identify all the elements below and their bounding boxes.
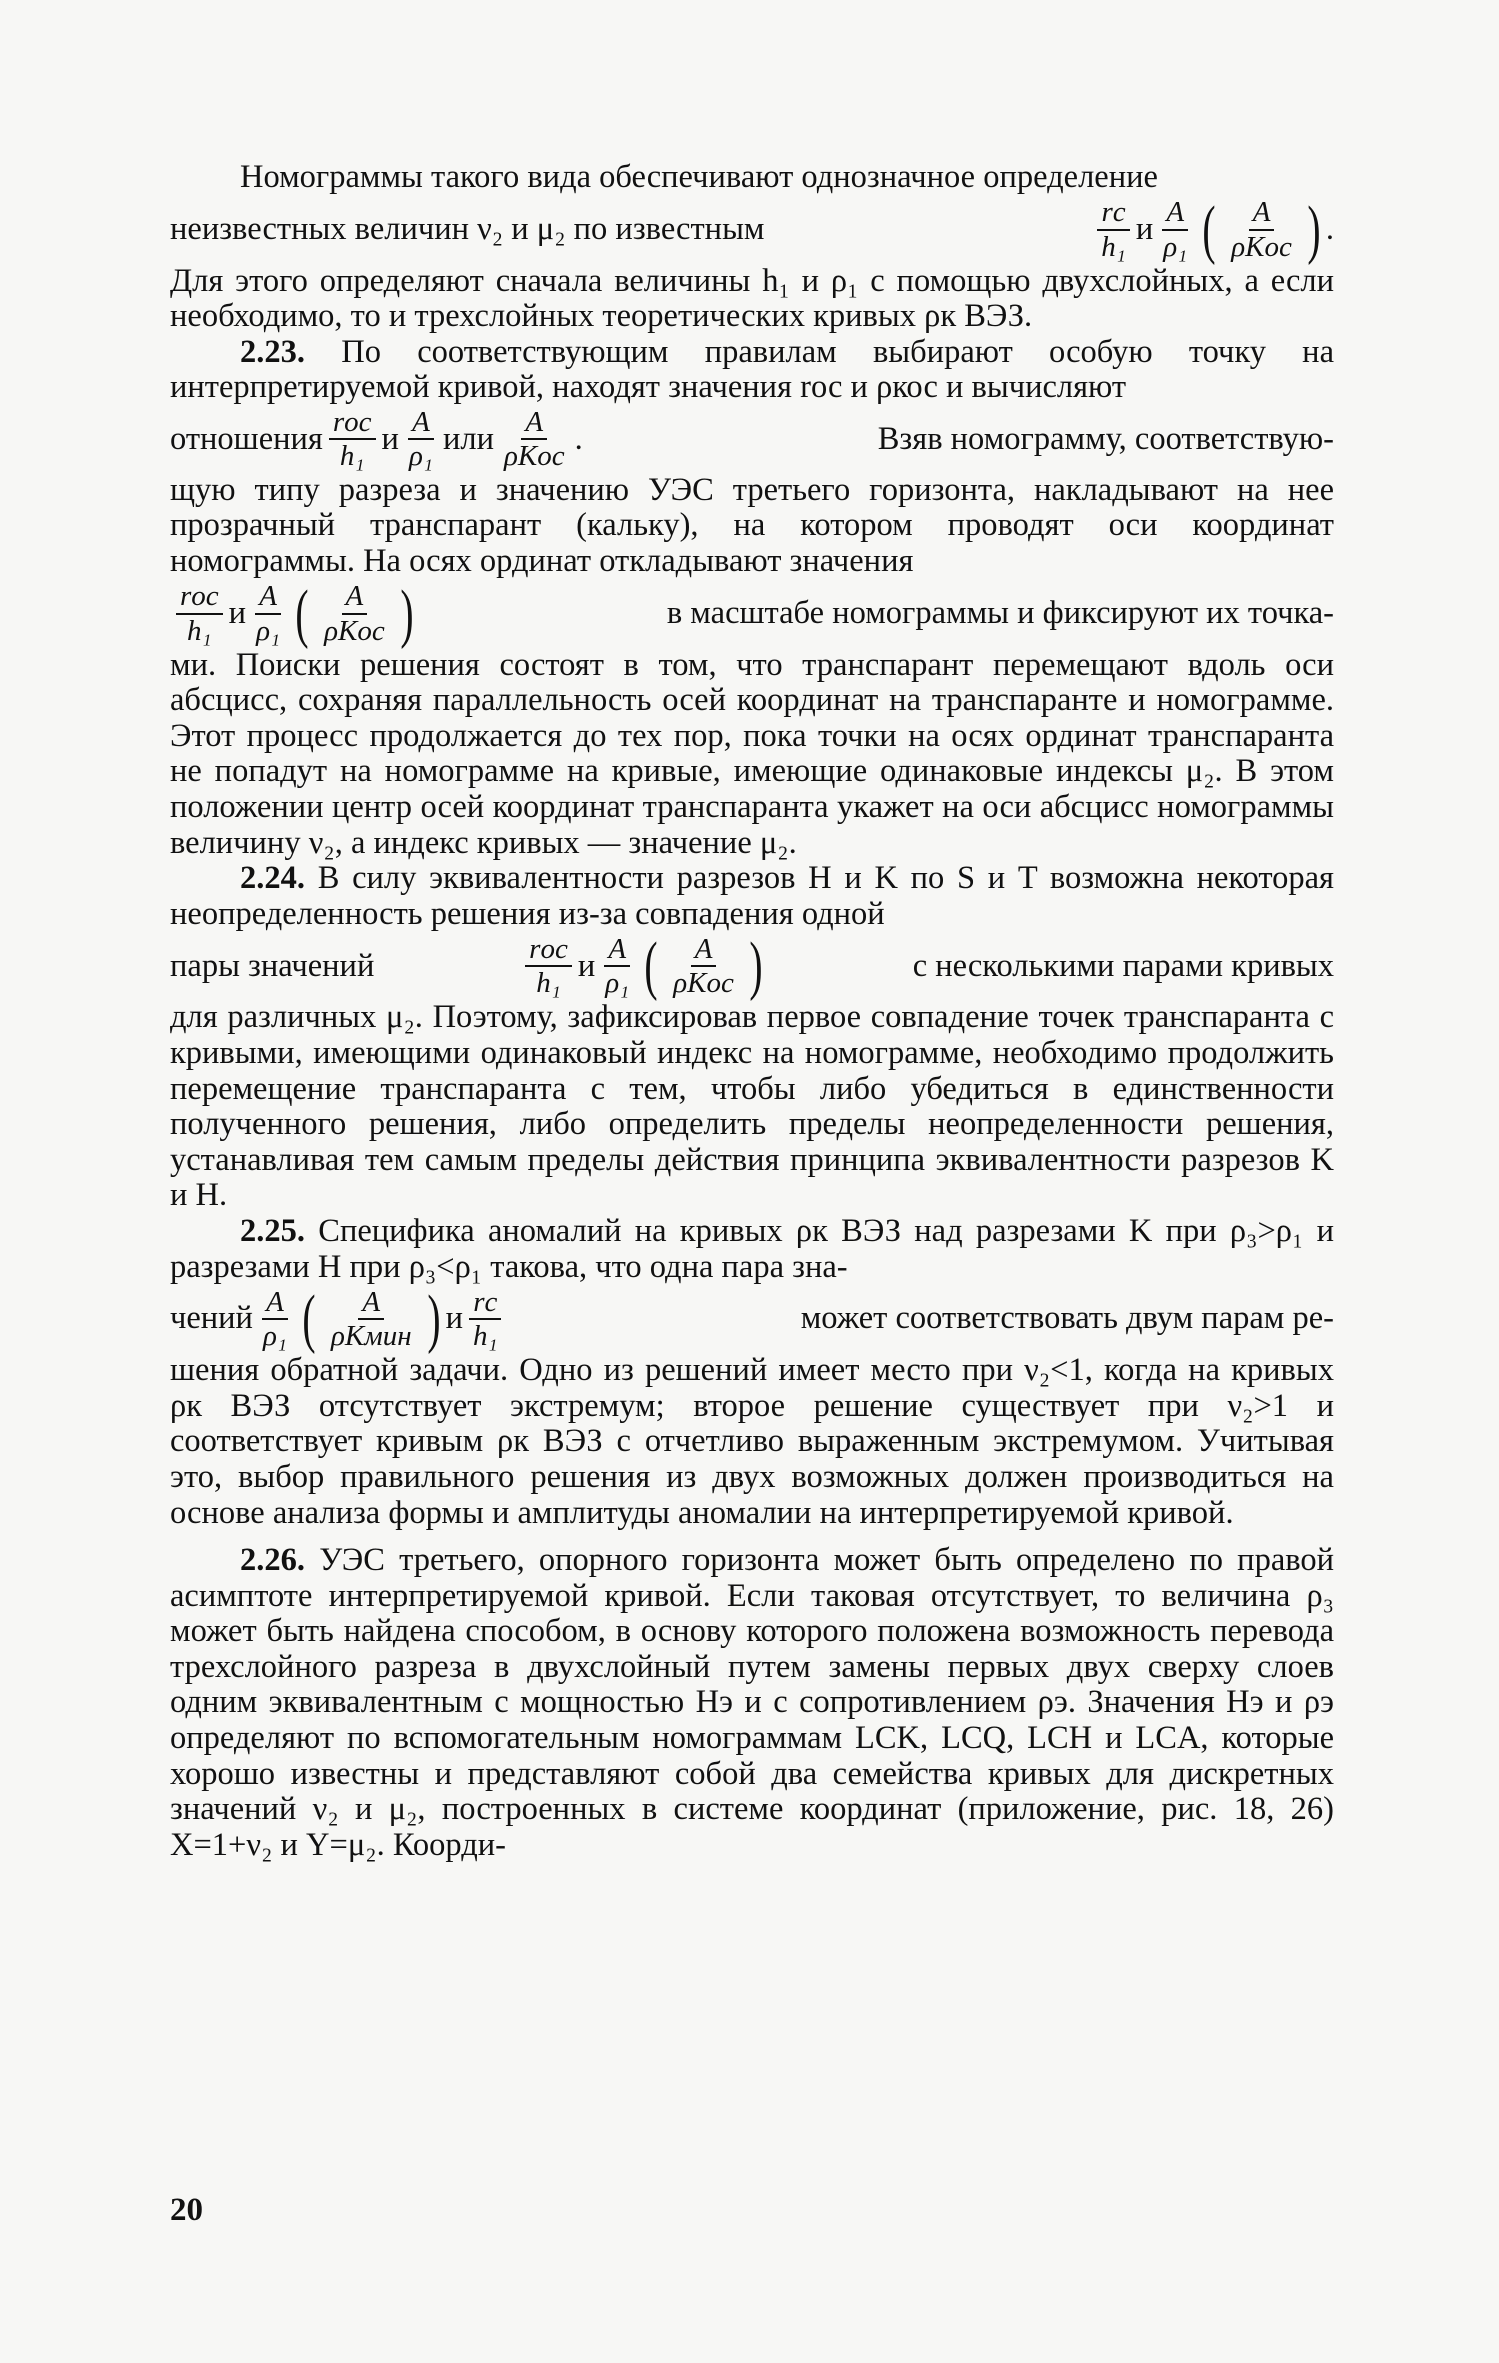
right-paren: ) [749, 929, 763, 1003]
text-run: УЭС третьего, опорного горизонта может быть определено по правой асимптоте интерпретируемой кривой. Если таковая отсутствует, то величина ρ₃ может быть найдена способом, в основу которого положена возможность перевода трехслойного разреза в двухслойный путем замены первых двух сверху слоев одним эквивалентным с мощностью Hэ и с сопротивлением ρэ. Значения Hэ и ρэ определяют по вспомогательным номограммам LCK, LCQ, LCH и LCA, которые хорошо известны и представляют собой два семейства кривых для дискретных значений ν₂ и μ₂, построенных в системе координат (приложение, рис. 18, 26) X=1+ν₂ и Y=μ₂. Коорди- [170, 1542, 1335, 1863]
fraction-a-over-rho-k [320, 581, 389, 646]
text-column [170, 160, 1334, 1863]
denominator: ρ₁ [262, 1320, 287, 1353]
numerator: rс [469, 1287, 501, 1320]
fraction-a-over-rho-k [1227, 197, 1296, 262]
paragraph-1-formula-line [170, 192, 1334, 266]
numerator: A [408, 407, 434, 440]
conjunction: и [577, 947, 596, 984]
paragraph-2-23 [170, 335, 1334, 406]
paragraph-2-25 [170, 1214, 1334, 1285]
section-number: 2.23. [240, 333, 305, 370]
numerator: rос [525, 934, 572, 967]
denominator: ρ₁ [408, 440, 433, 473]
numerator: rос [176, 581, 223, 614]
period: . [1325, 210, 1334, 247]
text-run: пары значений [170, 947, 375, 984]
text-run: может соответствовать двум парам ре- [800, 1300, 1334, 1337]
conjunction: и [445, 1300, 463, 1337]
denominator: h₁ [187, 614, 212, 647]
paragraph-4-formula-line [170, 1282, 1334, 1356]
fraction-a-over-rho-k-min [327, 1287, 416, 1352]
numerator: A [1162, 197, 1188, 230]
paragraph-2-26 [170, 1543, 1334, 1863]
text-run: чений [170, 1300, 253, 1337]
text-run: По соответствующим правилам выбирают особую точку на интерпретируемой кривой, находят значения rос и ρкос и вычисляют [170, 333, 1335, 406]
denominator: ρKос [503, 440, 565, 473]
denominator: h₁ [473, 1320, 498, 1353]
numerator: A [255, 581, 281, 614]
conjunction: или [442, 420, 494, 457]
paragraph-2-body [170, 473, 1334, 580]
paragraph-2-formula-line-2 [170, 576, 1334, 650]
left-paren: ( [302, 1282, 316, 1356]
numerator: A [691, 934, 717, 967]
paragraph-1-line-1 [170, 160, 1334, 196]
denominator: ρKмин [330, 1320, 412, 1353]
conjunction: и [228, 594, 247, 631]
text-run: Специфика аномалий на кривых ρк ВЭЗ над разрезами K при ρ₃>ρ₁ и разрезами H при ρ₃<ρ₁ такова, что одна пара зна- [170, 1212, 1335, 1285]
denominator: ρ₁ [256, 614, 281, 647]
paragraph-2-formula-line [170, 407, 1334, 472]
fraction-a-over-rho-k [669, 934, 738, 999]
conjunction: и [1135, 210, 1154, 247]
section-number: 2.25. [240, 1212, 305, 1249]
denominator: ρ₁ [605, 967, 630, 1000]
denominator: ρKос [1231, 230, 1292, 263]
fraction-r-over-h [176, 581, 223, 646]
text-run: неизвестных величин ν₂ и μ₂ по известным [170, 210, 765, 247]
paragraph-2-body-2 [170, 648, 1334, 862]
fraction-r-over-h [1097, 197, 1130, 262]
text-run: шения обратной задачи. Одно из решений имеет место при ν₂<1, когда на кривых ρк ВЭЗ отсутствует экстремум; второе решение существует при ν₂>1 и соответствует кривым ρк ВЭЗ с отчетливо выраженным экстремумом. Учитывая это, выбор правильного решения из двух возможных должен производиться на основе анализа формы и амплитуды аномалии на интерпретируемой кривой. [170, 1352, 1334, 1531]
paragraph-1-rest [170, 264, 1334, 335]
text-run: отношения [170, 420, 323, 457]
numerator: A [358, 1287, 384, 1320]
fraction-r-over-h [469, 1287, 502, 1352]
right-paren: ) [427, 1282, 441, 1356]
text-run: щую типу разреза и значению УЭС третьего горизонта, накладывают на нее прозрачный транспарант (кальку), на котором проводят оси координат номограммы. На осях ординат откладывают значения [170, 471, 1334, 580]
text-run: Взяв номограмму, соответствую- [877, 420, 1334, 457]
numerator: A [262, 1287, 288, 1320]
fraction-a-over-rho [1159, 197, 1191, 262]
text-run: Номограммы такого вида обеспечивают однозначное определение [240, 159, 1158, 195]
fraction-a-over-rho [405, 407, 437, 472]
period: . [574, 420, 583, 457]
right-paren: ) [400, 576, 414, 650]
numerator: A [1249, 197, 1275, 230]
text-run: В силу эквивалентности разрезов H и K по S и T возможна некоторая неопределенность решения из-за совпадения одной [170, 860, 1335, 932]
denominator: h₁ [1101, 230, 1126, 263]
conjunction: и [381, 420, 399, 457]
numerator: A [521, 407, 547, 440]
text-run: Для этого определяют сначала величины h₁ и ρ₁ с помощью двухслойных, а если необходимо, то и трехслойных теоретических кривых ρк ВЭЗ. [170, 262, 1334, 335]
paragraph-3-body [170, 1000, 1334, 1214]
text-run: с несколькими парами кривых [912, 947, 1335, 984]
fraction-a-over-rho [601, 934, 633, 999]
text-run: для различных μ₂. Поэтому, зафиксировав первое совпадение точек транспаранта с кривыми, имеющими одинаковый индекс на номограмме, необходимо продолжить перемещение транспаранта с тем, чтобы либо убедиться в единственности полученного решения, либо определить пределы неопределенности решения, устанавливая тем самым пределы действия принципа эквивалентности разрезов K и H. [170, 999, 1334, 1214]
fraction-a-over-rho [259, 1287, 291, 1352]
section-number: 2.26. [240, 1542, 305, 1579]
text-run: в масштабе номограммы и фиксируют их точка- [666, 594, 1334, 631]
fraction-r-over-h [329, 407, 376, 472]
denominator: h₁ [339, 440, 365, 473]
page-number: 20 [170, 2192, 203, 2228]
numerator: rс [1097, 197, 1129, 230]
left-paren: ( [644, 929, 658, 1003]
denominator: h₁ [536, 967, 561, 1000]
left-paren: ( [1202, 192, 1216, 266]
numerator: A [604, 934, 630, 967]
fraction-a-over-rho-k [500, 407, 569, 472]
denominator: ρKос [673, 967, 734, 1000]
denominator: ρ₁ [1163, 230, 1188, 263]
section-number: 2.24. [240, 860, 305, 897]
text-run: ми. Поиски решения состоят в том, что транспарант перемещают вдоль оси абсцисс, сохраняя параллельность осей координат на транспаранте и номограмме. Этот процесс продолжается до тех пор, пока точки на осях ординат транспаранта не попадут на номограмме на кривые, имеющие одинаковые индексы μ₂. В этом положении центр осей координат транспаранта укажет на оси абсцисс номограммы величину ν₂, а индекс кривых — значение μ₂. [170, 646, 1334, 861]
numerator: rос [329, 407, 376, 440]
numerator: A [342, 581, 368, 614]
fraction-r-over-h [525, 934, 572, 999]
right-paren: ) [1307, 192, 1321, 266]
paragraph-4-body [170, 1353, 1334, 1531]
paragraph-2-24 [170, 861, 1334, 932]
denominator: ρKос [324, 614, 385, 647]
fraction-a-over-rho [252, 581, 284, 646]
paragraph-3-formula-line [170, 929, 1335, 1003]
left-paren: ( [295, 576, 309, 650]
